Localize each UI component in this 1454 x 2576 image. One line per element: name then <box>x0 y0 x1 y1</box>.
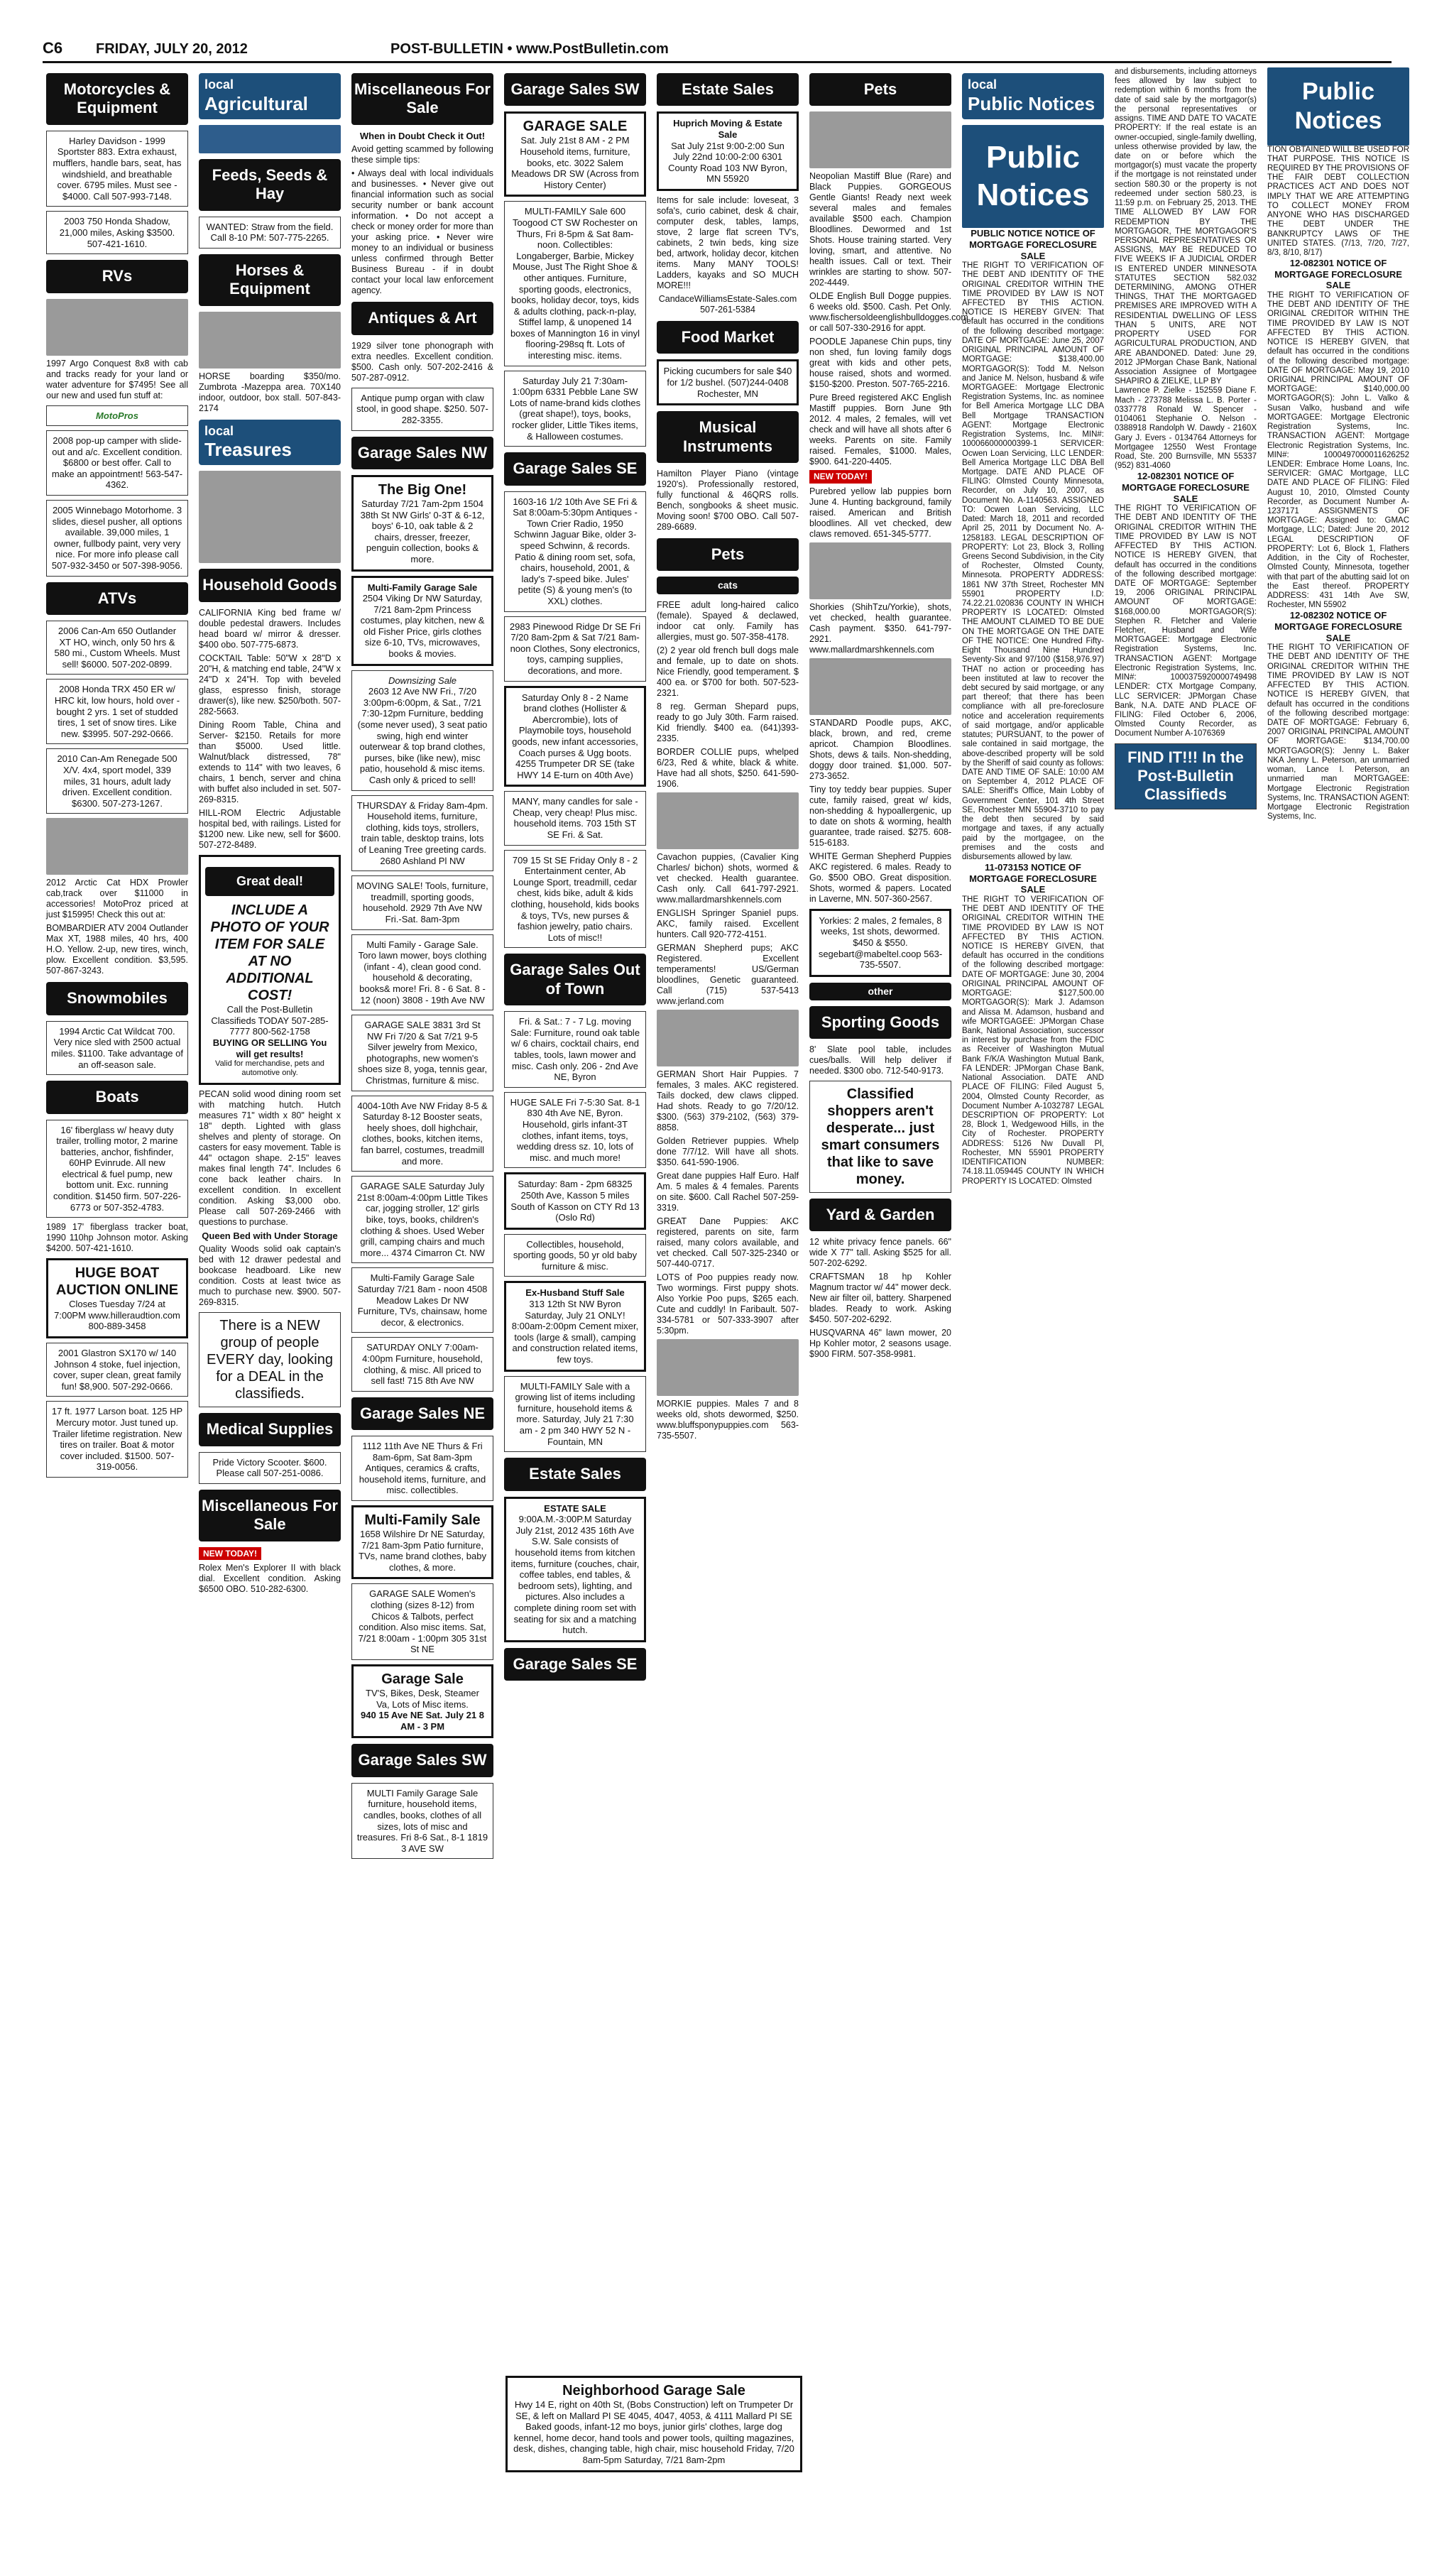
multifam-body: 2504 Viking Dr NW Saturday, 7/21 8am-2pm Princess costumes, play kitchen, new & old Fisher Price, girls clothes size 6-10, TVs, microwaves, books & movies. <box>360 593 485 660</box>
ad-canam: 2006 Can-Am 650 Outlander XT HO, winch, only 50 hrs & 580 mi., Custom Wheels. Must sell! $6000. 507-202-0899. <box>46 621 188 675</box>
ad-big-one <box>351 475 493 572</box>
ad-multi-single <box>351 1505 493 1579</box>
ad-shorkies: Shorkies (ShihTzu/Yorkie), shots, vet checked, health guarantee. Cash payment. $350. 641-797-2921. www.mallardmarshkennels.com <box>809 601 951 655</box>
ad-teddy-bear: Tiny toy teddy bear puppies. Super cute, family raised, great w/ kids, non-shedding & hypoallergenic, up to date on shots & worming, health guarantee, trade raised. $275. 608-515-6183. <box>809 784 951 848</box>
candace-link[interactable]: CandaceWilliamsEstate-Sales.com 507-261-5384 <box>658 293 797 315</box>
ad-kittens: FREE adult long-haired calico (female). Spayed & declawed, indoor cat only. Family has allergies, must go. 507-358-4178. <box>657 600 799 643</box>
ad-neighborhood <box>505 2376 802 2472</box>
ad-poodle: POODLE Japanese Chin pups, tiny non shed, fun loving family dogs great with kids and other pets, house raised, shots and wormed. $150-$200. Preston. 507-765-2216. <box>809 337 951 390</box>
garage-940: 940 15 Ave NE Sat. July 21 8 AM - 3 PM <box>361 1710 484 1732</box>
ad-bombardier: BOMBARDIER ATV 2004 Outlander Max XT, 1988 miles, 40 hrs, 400 H.O. Yellow. 2-up, new tires, winch, plow. Excellent condition. $3,595. 507-867-3243. <box>46 923 188 976</box>
ad-popup: 2008 pop-up camper with slide-out and a/c. Excellent condition. $6800 or best offer. Call to make an appointment! 563-547-4362. <box>46 430 188 496</box>
section-medical: Medical Supplies <box>199 1413 341 1446</box>
section-snowmobiles: Snowmobiles <box>46 982 188 1015</box>
ad-harley: Harley Davidson - 1999 Sportster 883. Extra exhaust, mufflers, handle bars, seat, has windshield, and breathable cover. 6795 miles. Must see - $4000. Call 507-993-7148. <box>46 131 188 207</box>
ad-garage-3831: GARAGE SALE 3831 3rd St NW Fri 7/20 & Sat 7/21 9-5 Silver jewelry from Mexico, photographs, new women's shoes size 8, yoga, tennis gear, Christmas, furniture & misc. <box>351 1015 493 1091</box>
local-label: local <box>204 77 234 92</box>
newspaper-url: POST-BULLETIN • www.PostBulletin.com <box>390 41 669 57</box>
garage-tvs-body: TV'S, Bikes, Desk, Steamer Va, Lots of Misc items. <box>366 1688 479 1710</box>
mastiff-photo <box>809 111 951 168</box>
new-today-badge-2 <box>809 470 951 483</box>
section-estate-sales-2: Estate Sales <box>657 73 799 106</box>
exhusband-title: Ex-Husband Stuff Sale <box>525 1287 625 1299</box>
notice-3-body: and disbursements, including attorneys fees allowed by law subject to redemption within 6 months from the date of said sale by the mortgagor(s) the personal representatives or assigns. TIME AND DATE TO VACATE PROPERTY: If the real estate is an owner-occupied, single-family dwelling, unless otherwise provided by law, the date on or before which the mortgagor(s) must vacate the property if the mortgage is not reinstated under section 580.30 or the property is not redeemed under section 580.23, is 11:59 p.m. on February 25, 2013. THE TIME ALLOWED BY LAW FOR REDEMPTION BY THE MORTGAGOR, THE MORTGAGOR'S PERSONAL REPRESENTATIVES OR ASSIGNS, MAY BE REDUCED TO FIVE WEEKS IF A JUDICIAL ORDER IS ENTERED UNDER MINNESOTA STATUTES SECTION 582.032 DETERMINING, AMONG OTHER THINGS, THAT THE MORTGAGED PREMISES ARE IMPROVED WITH A RESIDENTIAL DWELLING OF LESS THAN 5 UNITS, ARE NOT PROPERTY USED FOR AGRICULTURAL PRODUCTION, AND ARE ABANDONED. Dated: June 29, 2012 JPMorgan Chase Bank, National Association Assignee of Mortgagee SHAPIRO & ZIELKE, LLP BY <box>1115 67 1257 386</box>
notice-7-body: THE RIGHT TO VERIFICATION OF THE DEBT AND IDENTITY OF THE ORIGINAL CREDITOR WITHIN THE TIME PROVIDED BY LAW IS NOT AFFECTED BY THIS ACTION. NOTICE IS HEREBY GIVEN, that default has occurred in the conditions of the following described mortgage: DATE OF MORTGAGE: February 6, 2007 ORIGINAL PRINCIPAL AMOUNT OF MORTGAGE: $134,700.00 MORTGAGOR(S): Jenny L. Baker NKA Jenny L. Peterson, an unmarried woman, Lance I. Peterson, an unmarried man MORTGAGEE: Mortgage Electronic Registration Systems, Inc. TRANSACTION AGENT: Mortgage Electronic Registration Systems, Inc. <box>1267 643 1409 822</box>
section-cats: cats <box>657 577 799 594</box>
ad-arctic: 2012 Arctic Cat HDX Prowler cab,track over $11000 in accessories! MotoProz priced at just $15995! Check this out at: <box>46 878 188 920</box>
ad-retriever: Golden Retriever puppies. Whelp done 7/7/12. Will have all shots. $350. 641-590-1906. <box>657 1136 799 1168</box>
ad-honda: 2003 750 Honda Shadow, 21,000 miles, Asking $3500. 507-421-1610. <box>46 211 188 254</box>
local-label: local <box>204 423 234 438</box>
ad-california: CALIFORNIA King bed frame w/ double pedestal drawers. Includes head board w/ mirror & dresser. $400 obo. 507-775-6873. <box>199 607 341 650</box>
new-today-label-2: NEW TODAY! <box>809 470 872 483</box>
column-2 <box>199 67 341 1598</box>
ad-rolex: Rolex Men's Explorer II with black dial. Excellent condition. Asking $6500 OBO. 510-282-6300. <box>199 1562 341 1594</box>
multi-single-title: Multi-Family Sale <box>364 1512 481 1529</box>
section-boats: Boats <box>46 1081 188 1113</box>
ad-bulldogge: OLDE English Bull Dogge puppies. 6 weeks old. $500. Cash. Pet Only. www.fischersoldeenglishbulldogges.com or call 507-330-2916 for appt. <box>809 291 968 334</box>
notice-6-body: THE RIGHT TO VERIFICATION OF THE DEBT AND IDENTITY OF THE ORIGINAL CREDITOR WITHIN THE TIME PROVIDED BY LAW IS NOT AFFECTED BY THIS ACTION. NOTICE IS HEREBY GIVEN, that default has occurred in the conditions of the following described mortgage: DATE OF MORTGAGE: May 19, 2010 ORIGINAL PRINCIPAL AMOUNT OF MORTGAGE: $140,000.00 MORTGAGOR(S): John L. Valko & Susan Valko, husband and wife MORTGAGEE: Mortgage Electronic Registration Systems, Inc. TRANSACTION AGENT: Mortgage Electronic Registration Systems, Inc. MIN#: 1000497000011626252 LENDER: Embrace Home Loans, Inc. SERVICER: GMAC Mortgage, LLC DATE AND PLACE OF FILING: Filed August 10, 2010, Olmsted County Recorder, as Document Number A-1237171 ASSIGNMENTS OF MORTGAGE: Assigned to: GMAC Mortgage, LLC; Dated: June 20, 2012 LEGAL DESCRIPTION OF PROPERTY: Lot 6, Block 1, Flathers Addition, in the City of Rochester, Olmsted County, Minnesota, together with that part of the abutting said lot on the East thereof. PROPERTY ADDRESS: 431 14th Ave SW, Rochester, MN 55902 <box>1267 291 1409 610</box>
ad-conquest: 1997 Argo Conquest 8x8 with cab and tracks ready for your land or water adventure for $7495! See all our new and used fun stuff at: <box>46 358 188 400</box>
multifam-title: Multi-Family Garage Sale <box>367 582 478 593</box>
notice-5-body: TION OBTAINED WILL BE USED FOR THAT PURPOSE. THIS NOTICE IS REQUIRED BY THE PROVISIONS OF THE FAIR DEBT COLLECTION PRACTICES ACT AND DOES NOT IMPLY THAT WE ARE ATTEMPTING TO COLLECT MONEY FROM ANYONE WHO HAS DISCHARGED THE DEBT UNDER THE BANKRUPTCY LAWS OF THE UNITED STATES. (7/13, 7/20, 7/27, 8/3, 8/10, 8/17) <box>1267 145 1409 257</box>
ad-german-hair: GERMAN Short Hair Puppies. 7 females, 3 males. AKC registered. Tails docked, dew claws clipped. Had shots. Ready to go 7/20/12. $300. (563) 379-2102, (563) 379-8858. <box>657 1069 799 1133</box>
ad-sat-only: Saturday Only 8 - 2 Name brand clothes (Hollister & Abercrombie), lots of Playmobile toys, household goods, new infant accessories, Coach purses & Ugg boots. 4255 Trumpeter DR SE (take HWY 14 E-turn on 40th Ave) <box>504 686 646 787</box>
ad-glastron: 2001 Glastron SX170 w/ 140 Johnson 4 stoke, fuel injection, cover, super clean, great family fun! $8,900. 507-292-0666. <box>46 1343 188 1397</box>
avoid-text: Avoid getting scammed by following these simple tips: <box>351 144 493 165</box>
ad-auction <box>46 1258 188 1338</box>
queen-title: Queen Bed with Under Storage <box>202 1230 338 1241</box>
agricultural-label: Agricultural <box>204 92 308 114</box>
notice-4-body: THE RIGHT TO VERIFICATION OF THE DEBT AND IDENTITY OF THE ORIGINAL CREDITOR WITHIN THE TIME PROVIDED BY LAW IS NOT AFFECTED BY THIS ACTION. NOTICE IS HEREBY GIVEN, that default has occurred in the conditions of the following described mortgage: DATE OF MORTGAGE: September 19, 2006 ORIGINAL PRINCIPAL AMOUNT OF MORTGAGE: $168,000.00 MORTGAGOR(S): Stephen R. Fletcher and Valerie Fletcher, Husband and Wife MORTGAGEE: Mortgage Electronic Registration Systems, Inc. TRANSACTION AGENT: Mortgage Electronic Registration Systems, Inc. MIN#: 1000375920000749498 LENDER: CTX Mortgage Company, LLC SERVICER: JPMorgan Chase Bank, N.A. DATE AND PLACE OF FILING: Filed October 6, 2006, Olmsted County Recorder, as Document Number A-1076369 <box>1115 504 1257 738</box>
ad-garage-sat: GARAGE SALE Saturday July 21st 8:00am-4:00pm Little Tikes car, jogging stroller, 12' girls bike, toys, books, children's clothing & shoes. Used Weber grill, camping chairs and much more... 4374 Cimarron Ct. NW <box>351 1176 493 1263</box>
masthead-rule <box>43 61 1392 63</box>
ad-meadows <box>504 111 646 197</box>
ad-garage-women: GARAGE SALE Women's clothing (sizes 8-12) from Chicos & Talbots, perfect condition. Also misc items. Sat, 7/21 8:00am - 1:00pm 305 31st St NE <box>351 1583 493 1660</box>
ad-cocktail: COCKTAIL Table: 50"W x 28"D x 20"H, & matching end table, 24"W x 24"D x 24"H. Top with beveled glass, espresso finish, storage drawer(s), like new. $250/both. 507-282-5663. <box>199 653 341 716</box>
ad-slate: 8' Slate pool table, includes cues/balls. Will help deliver if needed. $300 obo. 712-540-9173. <box>809 1044 951 1076</box>
conquest-photo <box>46 299 188 356</box>
public-notices-banner: Public Notices <box>962 125 1104 229</box>
ad-moving: MOVING SALE! Tools, furniture, treadmill, sporting goods, household. 2929 7th Ave NW Fri.-Sat. 8am-3pm <box>351 875 493 929</box>
public-notices-banner-2: Public Notices <box>1267 67 1409 146</box>
section-sporting-goods: Sporting Goods <box>809 1006 951 1039</box>
section-motorcycles: Motorcycles & Equipment <box>46 73 188 125</box>
section-antiques: Antiques & Art <box>351 302 493 334</box>
auction-body: Closes Tuesday 7/24 at 7:00PM www.hilleraudtion.com 800-889-3458 <box>54 1299 180 1332</box>
big-one-body: Saturday 7/21 7am-2pm 1504 38th St NW Girls' 0-3T & 6-12, boys' 6-10, oak table & 2 chairs, dresser, freezer, penguin collection, books & more. <box>360 498 485 564</box>
ad-kasson: Saturday July 21 7:30am-1:00pm 6331 Pebble Lane SW Lots of name-brand kids clothes (great shape!), toys, books, rocker glider, Little Tikes items, & Halloween costumes. <box>504 371 646 447</box>
section-garage-ne: Garage Sales NE <box>351 1397 493 1430</box>
motopros-logo: MotoPros <box>46 405 188 427</box>
ad-hillrom: HILL-ROM Electric Adjustable hospital bed, with railings. Listed for $1200 new. Like new, sell for $600. 507-272-8489. <box>199 807 341 850</box>
ad-multi-sw: MULTI Family Garage Sale furniture, household items, candles, books, clothes of all sizes, lots of misc and treasures. Fri 8-6 Sat., 8-1 1819 3 AVE SW <box>351 1783 493 1860</box>
section-pets: Pets <box>657 538 799 571</box>
ad-oot-1: Fri. & Sat.: 7 - 7 Lg. moving Sale: Furniture, round oak table w/ 6 chairs, cocktail chairs, end tables, tools, lawn mower and misc. Cash only. 206 - 2nd Ave NE, Byron <box>504 1011 646 1088</box>
great-deal-label: Great deal! <box>205 867 334 897</box>
section-treasures <box>199 420 341 466</box>
german-hair-photo <box>657 1010 799 1066</box>
include-photo: INCLUDE A PHOTO OF YOUR ITEM FOR SALE AT NO ADDITIONAL COST! <box>210 902 329 1004</box>
buying-selling: BUYING OR SELLING You will get results! <box>212 1037 327 1059</box>
ad-privacy-fence: 12 white privacy fence panels. 66" wide X 77" tall. Asking $525 for all. 507-202-6292. <box>809 1237 951 1269</box>
ad-garage-tvs <box>351 1664 493 1738</box>
neighborhood-title: Neighborhood Garage Sale <box>562 2383 745 2398</box>
morkie-photo <box>657 1339 799 1396</box>
ad-great-dane-akc: GREAT Dane Puppies: AKC registered, parents on site, farm raised, many colors available, and vet checked. Call 507-325-2340 or 507-440-0717. <box>657 1216 799 1270</box>
ad-french-bulldogs: (2) 2 year old french bull dogs male and female, up to date on shots. Nice Friendly, good temperament. $ 400 ea. or $700 for both. 507-523-2321. <box>657 645 799 699</box>
section-feeds: Feeds, Seeds & Hay <box>199 159 341 211</box>
notice-3-attorneys: Lawrence P. Zielke - 152559 Diane F. Mach - 273788 Melissa L. B. Porter - 0337778 Ronald W. Spencer - 0104061 Stephanie O. Nelson - 0388918 Randolph W. Dawdy - 2160X Gary J. Evers - 0134764 Attorneys for Mortgagee 12550 West Frontage Road, Ste. 200 Burnsville, MN 55337 (952) 831-4060 <box>1115 386 1257 471</box>
ad-yellow-lab: Purebred yellow lab puppies born June 4. Hunting background, family raised. American and British bloodlines. All vet checked, dew claws removed. 651-345-5777. <box>809 486 951 539</box>
ad-thursday: THURSDAY & Friday 8am-4pm. Household items, furniture, clothing, kids toys, strollers, train table, desktop trains, lots of Leaning Tree greeting cards. 2680 Ashland Pl NW <box>351 795 493 872</box>
ad-se-709: 709 15 St SE Friday Only 8 - 2 Entertainment center, Ab Lounge Sport, treadmill, cedar chest, kids bike, adult & kids clothing, household, kids books & toys, TVs, new purses & fashion jewelry, patio chairs. Lots of misc!! <box>504 850 646 949</box>
ad-craftsman: CRAFTSMAN 18 hp Kohler Magnum tractor w/ 44" mower deck. New air filter oil, battery. Sharpened blades. Ready to work. Asking $450. 507-202-6292. <box>809 1272 951 1325</box>
ad-pride: Pride Victory Scooter. $600. Please call 507-251-0086. <box>199 1452 341 1484</box>
ad-english-mastiff: Pure Breed registered AKC English Mastiff puppies. Born June 9th 2012. 4 males, 2 females, will vet check and will have all shots after 6 weeks. Parents on site. Family raised. Females, $1000. Males, $900. 641-220-4405. <box>809 393 951 467</box>
section-garage-sw: Garage Sales SW <box>351 1744 493 1777</box>
section-food-market: Food Market <box>657 321 799 354</box>
estate-body: 9:00A.M.-3:00P.M Saturday July 21st, 2012 435 16th Ave S.W. Sale consists of household items from kitchen items, furniture (couches, chair, coffee tables, end tables, & bedroom sets), lighting, and pictures. Also includes a complete dining room set with seating for six and a matching hutch. <box>510 1514 640 1636</box>
ad-straw: WANTED: Straw from the field. Call 8-10 PM: 507-775-2265. <box>199 217 341 249</box>
ad-poo: LOTS of Poo puppies ready now. Two wormings. First puppy shots. Also Yorkie Poo pups, $265 each. Cute and cuddly! In Faribault. 507-334-5781 or 507-333-3907 after 5:30pm. <box>657 1272 799 1336</box>
ad-multi-fountain: MULTI-FAMILY Sale with a growing list of items including furniture, household items & more. Saturday, July 21 7:30 am - 2 pm 340 HWY 52 N - Fountain, MN <box>504 1376 646 1453</box>
ad-cavachon: Cavachon puppies, (Cavalier King Charles/ bichon) shots, wormed & vet checked. Health guarantee. Cash only. Call 641-797-2921. www.mallardmarshkennels.com <box>657 852 799 905</box>
ag-banner-image <box>199 125 341 153</box>
new-group-ad: There is a NEW group of people EVERY day, looking for a DEAL in the classifieds. <box>199 1312 341 1407</box>
ad-winnebago: 2005 Winnebago Motorhome. 3 slides, diesel pusher, all options available. 39,000 miles, 1 owner, fullbody paint, very very nice. For more info please call 507-932-3450 or 507-398-9056. <box>46 500 188 577</box>
ad-queen: Quality Woods solid oak captain's bed with 12 drawer pedestal and bookcase headboard. Like new condition. Costs at least twice as much to purchase new. $900. 507-269-8315. <box>199 1244 341 1308</box>
section-garage-sw-2: Garage Sales SW <box>504 73 646 106</box>
when-in-doubt: When in Doubt Check it Out! <box>359 130 486 141</box>
section-atvs: ATVs <box>46 582 188 615</box>
ad-organ: Antique pump organ with claw stool, in good shape. $250. 507-282-3355. <box>351 388 493 431</box>
column-3 <box>351 67 493 1863</box>
downsizing-title: Downsizing Sale <box>388 675 457 686</box>
ad-great-dane: Great dane puppies Half Euro. Half Am. 5 males & 4 females. Parents on site. $600. Call Rachel 507-259-3319. <box>657 1171 799 1213</box>
ad-huge-sale: HUGE SALE Fri 7-5:30 Sat. 8-1 830 4th Ave NE, Byron. Household, girls infant-3T clothes, infant items, toys, wedding dress sz. 10, lots of misc. and much more! <box>504 1092 646 1169</box>
ad-multi-600: MULTI-FAMILY Sale 600 Toogood CT SW Rochester on Thurs, Fri 8-5pm & Sat 8am-noon. Collectibles: Longaberger, Barbie, Mickey Mouse, Just The Right Shoe & other antiques. Furniture, sporting goods, electronics, books, holiday decor, toys, kids & adults clothing, pack-n-play, Stiffel lamp, & unopened 14 boxes of Mannington 16 in vinyl flooring-298sq ft. Lots of interesting misc. items. <box>504 201 646 366</box>
notice-1-body: THE RIGHT TO VERIFICATION OF THE DEBT AND IDENTITY OF THE ORIGINAL CREDITOR WITHIN THE TIME PROVIDED BY LAW IS NOT AFFECTED BY THIS ACTION. NOTICE IS HEREBY GIVEN: That default has occurred in the conditions of the following described mortgage: DATE OF MORTGAGE: June 25, 2007 ORIGINAL PRINCIPAL AMOUNT OF MORTGAGE: $138,400.00 MORTGAGOR(S): Todd M. Nelson and Janice M. Nelson, husband & wife MORTGAGEE: Mortgage Electronic Registration Systems, Inc. as nominee for Bell America Mortgage LLC DBA Bell Mortgage TRANSACTION AGENT: Mortgage Electronic Registration Systems, Inc. MIN#: 100066000000399-1 SERVICER: Ocwen Loan Servicing, LLC LENDER: Bell America Mortgage LLC DBA Bell Mortgage. DATE AND PLACE OF FILING: Olmsted County Minnesota, Recorder, on July 10, 2007, as Document No. A-1140563. ASSIGNED TO: Ocwen Loan Servicing, LLC Dated: March 18, 2011 and recorded April 25, 2011 by Document No. A-1258183. LEGAL DESCRIPTION OF PROPERTY: Lot 23, Block 3, Rolling Greens Second Subdivision, in the City of Rochester, Olmsted County, Minnesota. PROPERTY ADDRESS: 1861 NW 37th Street, Rochester MN 55901 PROPERTY I.D: 74.22.21.020836 COUNTY IN WHICH PROPERTY IS LOCATED: Olmsted THE AMOUNT CLAIMED TO BE DUE ON THE MORTGAGE ON THE DATE OF THE NOTICE: One Hundred Fifty-Eight Thousand Nine Hundred Seventy-Six and 97/100 ($158,976.97) THAT no action or proceeding has been instituted at law to recover the debt secured by said mortgage, or any part thereof; that there has been compliance with all pre-foreclosure notice and acceleration requirements of said mortgage, and/or applicable statutes; PURSUANT, to the power of sale contained in said mortgage, the above-described property will be sold by the Sheriff of said county as follows: DATE AND TIME OF SALE: 10:00 AM on September 4, 2012 PLACE OF SALE: Sheriff's Office, Main Lobby of Government Center, 101 4th Street SE, Rochester MN 55904-3710 to pay the debt then secured by said mortgage and taxes, if any actually paid by the mortgagee, on the premises and the costs and disbursements allowed by law. <box>962 261 1104 861</box>
new-today-badge <box>199 1547 341 1560</box>
page-number: C6 <box>43 39 63 57</box>
date: FRIDAY, JULY 20, 2012 <box>96 41 248 57</box>
ad-pecan: PECAN solid wood dining room set with matching hutch. Hutch measures 71" width x 80" height x 18" depth. Lighted with glass shelves and plenty of storage. On casters for easy movement. Table is 44" octagon shape. 2-15" leaves makes final length 74". Includes 6 cone back leather chairs. In excellent condition. In excellent condition. Asking $3,000 obo. Please call 507-269-2466 with questions to purchase. <box>199 1088 341 1227</box>
notice-4-head: 12-082301 NOTICE OF MORTGAGE FORECLOSURE SALE <box>1122 471 1250 504</box>
exhusband-body: 313 12th St NW Byron Saturday, July 21 ONLY! 8:00am-2:00pm Cement mixer, tools (large & small), camping and construction related items, few toys. <box>511 1299 639 1365</box>
section-garage-se-2: Garage Sales SE <box>504 1648 646 1681</box>
auction-title: HUGE BOAT AUCTION ONLINE <box>55 1265 179 1299</box>
ad-se-1603: 1603-16 1/2 10th Ave SE Fri & Sat 8:00am-5:30pm Antiques - Town Crier Radio, 1950 Schwinn Jaguar Bike, older 3-speed Schwinn, & records. Patio & dining room set, sofa, chairs, household, 2001, & lady's 7-speed bike. Jules' petite (S) & young men's (to XXL) clothes. <box>504 491 646 612</box>
section-garage-nw: Garage Sales NW <box>351 437 493 469</box>
find-it-ad: FIND IT!!! In the Post-Bulletin Classifieds <box>1115 743 1257 809</box>
garage-tvs-title: Garage Sale <box>381 1671 464 1688</box>
arctic-photo <box>46 818 188 875</box>
ad-collectibles: Collectibles, household, sporting goods, 50 yr old baby furniture & misc. <box>504 1234 646 1277</box>
notice-1-head: PUBLIC NOTICE NOTICE OF MORTGAGE FORECLOSURE SALE <box>969 228 1097 261</box>
column-4 <box>504 67 646 1686</box>
masthead <box>43 39 1392 63</box>
meadows-title: GARAGE SALE <box>523 119 628 135</box>
new-today-label: NEW TODAY! <box>199 1547 261 1560</box>
scam-tips: • Always deal with local individuals and businesses. • Never give out financial information such as social security number or bank account information. • Do not accept a check or money order for more than your asking price. • Never wire money to an individual or business unless confirmed through Better Business Bureau - if in doubt contact your local law enforcement agency. <box>351 168 493 296</box>
ad-ne-1112: 1112 11th Ave NE Thurs & Fri 8am-6pm, Sat 8am-3pm Antiques, ceramics & crafts, household items, furniture, and misc. collectibles. <box>351 1436 493 1501</box>
section-yard-garden: Yard & Garden <box>809 1199 951 1231</box>
column-6 <box>809 67 968 1363</box>
section-agricultural <box>199 73 341 119</box>
section-musical: Musical Instruments <box>657 411 799 463</box>
huprich-items: Items for sale include: loveseat, 3 sofa's, curio cabinet, desk & chair, computer desk, tables, lamps, stove, 2 large flat screen TV's, cabinets, 2 twin beds, king size bed, artwork, holiday decor, kitchen items. Many MANY TOOLS! Ladders, kayaks and SO MUCH MORE!!! <box>657 195 799 290</box>
notice-6-head: 12-082301 NOTICE OF MORTGAGE FORECLOSURE SALE <box>1274 258 1402 291</box>
section-misc: Miscellaneous For Sale <box>199 1490 341 1541</box>
horse-photo <box>199 312 341 369</box>
ad-multi-4508: Multi-Family Garage Sale Saturday 7/21 8am - noon 4508 Meadow Lakes Dr NW Furniture, TVs, chainsaw, home decor, & electronics. <box>351 1267 493 1333</box>
ad-estate <box>504 1497 646 1642</box>
valid-note: Valid for merchandise, pets and automotive only. <box>215 1059 324 1078</box>
ad-garage-4004: 4004-10th Ave NW Friday 8-5 & Saturday 8-12 Booster seats, heely shoes, doll highchair, clothes, books, kitchen items, fan barrel, costumes, treadmill and more. <box>351 1096 493 1172</box>
section-public-notices <box>962 73 1104 119</box>
ad-husqvarna: HUSQVARNA 46" lawn mower, 20 Hp Kohler motor, 2 seasons usage. $900 FIRM. 507-358-9981. <box>809 1328 951 1360</box>
section-rvs: RVs <box>46 260 188 293</box>
poodle-photo <box>809 658 951 715</box>
huprich-title: Huprich Moving & Estate Sale <box>673 118 782 140</box>
meadows-body: Sat. July 21st 8 AM - 2 PM Household items, furniture, books, etc. 3022 Salem Meadows DR SW (Across from History Center) <box>511 135 639 190</box>
ad-multifam <box>351 576 493 666</box>
ad-piano: Hamilton Player Piano (vintage 1920's). Professionally restored, fully functional & 46QRS rolls. Bench, songbooks & sheet music. Moving soon! $700 OBO. Call 507-289-6689. <box>657 468 799 532</box>
ad-larson: 17 ft. 1977 Larson boat. 125 HP Mercury motor. Just tuned up. Trailer lifetime registration. New tires on trailer. Boat & motor cover included. $1500. 507-319-0056. <box>46 1401 188 1478</box>
cavachon-photo <box>657 792 799 849</box>
ad-standard-poodle: STANDARD Poodle pups, AKC, black, brown, and red, creme apricot. Champion Bloodlines. Shots, dews & tails. Non-shedding, doggy door trained. $1,000. 507-273-3652. <box>809 717 951 781</box>
section-garage-out-of-town: Garage Sales Out of Town <box>504 954 646 1005</box>
big-one-title: The Big One! <box>378 481 467 498</box>
ad-htrx: 2008 Honda TRX 450 ER w/ HRC kit, low hours, hold over - bought 2 yrs. 1 set of studded tires, 1 set of snow tires. Like new. $3995. 507-292-0666. <box>46 679 188 744</box>
public-notices-label: Public Notices <box>968 92 1095 114</box>
ad-fiberglass: 16' fiberglass w/ heavy duty trailer, trolling motor, 2 marine batteries, anchor, fishfinder, 60HP Evinrude. All new electrical & fuel pump, new bottom unit. Exc. running condition. $1450 firm. 507-226-6773 or 507-352-4783. <box>46 1120 188 1218</box>
ad-exhusband <box>504 1281 646 1371</box>
column-7 <box>962 67 1104 1186</box>
estate-title: ESTATE SALE <box>544 1502 606 1514</box>
ad-downsizing <box>351 670 493 791</box>
ad-huprich <box>657 111 799 191</box>
shorkie-photo <box>809 542 951 599</box>
section-garage-se: Garage Sales SE <box>504 452 646 485</box>
ad-saturday: SATURDAY ONLY 7:00am-4:00pm Furniture, household, clothing, & misc. All priced to sell fast! 715 8th Ave NW <box>351 1337 493 1391</box>
section-household: Household Goods <box>199 569 341 601</box>
multi-single-body: 1658 Wilshire Dr NE Saturday, 7/21 8am-3pm Patio furniture, TVs, name brand clothes, baby clothes, & more. <box>359 1529 486 1573</box>
ad-dining: Dining Room Table, China and Server- $2150. Retails for more than $5000. Used little. Walnut/black distressed, 78" extends to 114" with two leaves, 6 chairs, 1 bench, server and china with buffet also included in set. 507-269-8315. <box>199 719 341 804</box>
ad-pinewood: 2983 Pinewood Ridge Dr SE Fri 7/20 8am-2pm & Sat 7/21 8am-noon Clothes, Sony electronics, toys, camping supplies, decorations, and more. <box>504 616 646 682</box>
ad-horse-boarding: HORSE boarding $350/mo. Zumbrota -Mazeppa area. 70X140 indoor, outdoor, box stall. 507-843-2174 <box>199 371 341 413</box>
huprich-body: Sat July 21st 9:00-2:00 Sun July 22nd 10:00-2:00 6301 County Road 103 NW Byron, MN 55920 <box>668 140 787 185</box>
ad-morkie: MORKIE puppies. Males 7 and 8 weeks old, shots dewormed, $250. www.bluffsponypuppies.com 563-735-5507. <box>657 1399 799 1441</box>
classified-shoppers: Classified shoppers aren't desperate... just smart consumers that like to save money. <box>809 1081 951 1193</box>
ad-great-deal <box>199 855 341 1085</box>
ad-saturday-8: Saturday: 8am - 2pm 68325 250th Ave, Kasson 5 miles South of Kasson on CTY Rd 13 (Oslo Rd) <box>504 1172 646 1229</box>
ad-german-shepard: 8 reg. German Shepard pups, ready to go July 30th. Farm raised. Kid friendly. $400 ea. (641)393-2335. <box>657 702 799 744</box>
ad-springer: ENGLISH Springer Spaniel pups. AKC, family raised. Excellent hunters. Call 920-772-4151. <box>657 908 799 940</box>
ad-mastiff: Neopolian Mastiff Blue (Rare) and Black Puppies. GORGEOUS Gentle Giants! Ready next week several males and females available $500 each. Champion Bloodlines. Dewormed and 1st Shots. House training started. Very loving, smart, and attentive. No health issues. Call or text. Their wrinkles are starting to show. 507-202-4449. <box>809 171 951 288</box>
downsizing-body: 2603 12 Ave NW Fri., 7/20 3:00pm-6:00pm, & Sat., 7/21 7:30-12pm Furniture, bedding (some never used), 3 seat patio swing, high end winter outerwear & top brand clothes, purses, bike (like new), misc patio, household & misc items. Cash only & priced to sell! <box>357 686 488 785</box>
ad-silvertone: 1929 silver tone phonograph with extra needles. Excellent condition. $500. Cash only. 507-202-2416 & 507-287-0912. <box>351 340 493 383</box>
ad-border-collie: BORDER COLLIE pups, whelped 6/23, Red & white, black & white. Have had all shots, $250. 641-590-1906. <box>657 747 799 790</box>
notice-7-head: 12-082302 NOTICE OF MORTGAGE FORECLOSURE SALE <box>1274 610 1402 643</box>
ad-multi-garage: Multi Family - Garage Sale. Toro lawn mower, boys clothing (infant - 4), clean good cond. household & decorating, books& more! Fri. 8 - 6 Sat. 8 - 12 (noon) 3808 - 19th Ave NW <box>351 934 493 1011</box>
column-9 <box>1267 67 1409 822</box>
neighborhood-body: Hwy 14 E, right on 40th St, (Bobs Construction) left on Trumpeter Dr SE, & left on Mallard PI SE 4045, 4047, 4053, & 4111 Mallard PI SE Baked goods, infant-12 mo boys, junior girls' clothes, large dog kennel, home decor, hand tools and power tools, quilting magazines, desk, dishes, changing table, high chair, misc household Friday, 7/20 8am-5pm Saturday, 7/21 8am-2pm <box>513 2399 794 2465</box>
ad-yorkies: Yorkies: 2 males, 2 females, 8 weeks, 1st shots, dewormed. $450 & $550. segebart@mabeltel.coop 563-735-5507. <box>809 909 951 977</box>
section-pets-2: Pets <box>809 73 951 106</box>
ad-wildcat: 1994 Arctic Cat Wildcat 700. Very nice sled with 2500 actual miles. $1100. Take advantage of an off-season sale. <box>46 1021 188 1075</box>
ad-german-akc: GERMAN Shepherd pups; AKC Registered. Excellent temperaments! US/German bloodlines, Genetic guaranteed. Call (715) 537-5413 www.jerland.com <box>657 943 799 1007</box>
ad-trimaran: 1989 17' fiberglass tracker boat, 1990 110hp Johnson motor. Asking $4200. 507-421-1610. <box>46 1222 188 1254</box>
ad-renegade: 2010 Can-Am Renegade 500 X/V. 4x4, sport model, 339 miles, 31 hours, adult lady driven. Excellent condition. $6300. 507-273-1267. <box>46 748 188 814</box>
notice-2-body: THE RIGHT TO VERIFICATION OF THE DEBT AND IDENTITY OF THE ORIGINAL CREDITOR WITHIN THE TIME PROVIDED BY LAW IS NOT AFFECTED BY THIS ACTION. NOTICE IS HEREBY GIVEN, that default has occurred in the conditions of the following described mortgage: DATE OF MORTGAGE: June 30, 2004 ORIGINAL PRINCIPAL AMOUNT OF MORTGAGE: $127,500.00 MORTGAGOR(S): Mark J. Adamson and Alissa M. Adamson, husband and wife MORTGAGEE: JPMorgan Chase Bank, National Association, successor in interest by purchase from the FDIC as Receiver of Washington Mutual Bank F/K/A Washington Mutual Bank, FA LENDER: JPMorgan Chase Bank, National Association. DATE AND PLACE OF FILING: Filed August 5, 2004, Olmsted County Recorder, as Document Number A-1032787 LEGAL DESCRIPTION OF PROPERTY: Lot 28, Block 1, Wedgewood Hills, in the City of Rochester. PROPERTY ADDRESS: 5126 Nw Duvall Pl, Rochester, MN 55901 PROPERTY IDENTIFICATION NUMBER: 74.18.11.059445 COUNTY IN WHICH PROPERTY IS LOCATED: Olmsted <box>962 895 1104 1186</box>
local-label: local <box>968 77 997 92</box>
garage-sale-sign-photo <box>199 471 341 563</box>
treasures-label: Treasures <box>204 439 292 461</box>
notice-2-head: 11-073153 NOTICE OF MORTGAGE FORECLOSURE SALE <box>969 862 1097 895</box>
section-horses: Horses & Equipment <box>199 254 341 306</box>
column-5 <box>657 67 799 1444</box>
ad-cucumbers: Picking cucumbers for sale $40 for 1/2 bushel. (507)244-0408 Rochester, MN <box>657 359 799 405</box>
section-misc-sale: Miscellaneous For Sale <box>351 73 493 125</box>
section-estate-sales: Estate Sales <box>504 1458 646 1490</box>
ad-candles: MANY, many candles for sale - Cheap, very cheap! Plus misc. household items. 703 15th ST SE Fri. & Sat. <box>504 791 646 845</box>
column-1 <box>46 67 188 1482</box>
section-other: other <box>809 983 951 1000</box>
ad-white-german: WHITE German Shepherd Puppies AKC registered. 6 males. Ready to Go. $500 OBO. Great disposition. Shots, wormed & papers. Located in Laverne, MN. 507-360-2567. <box>809 851 951 904</box>
call-pb: Call the Post-Bulletin Classifieds TODAY 507-285-7777 800-562-1758 <box>211 1004 329 1037</box>
column-8 <box>1115 67 1257 814</box>
